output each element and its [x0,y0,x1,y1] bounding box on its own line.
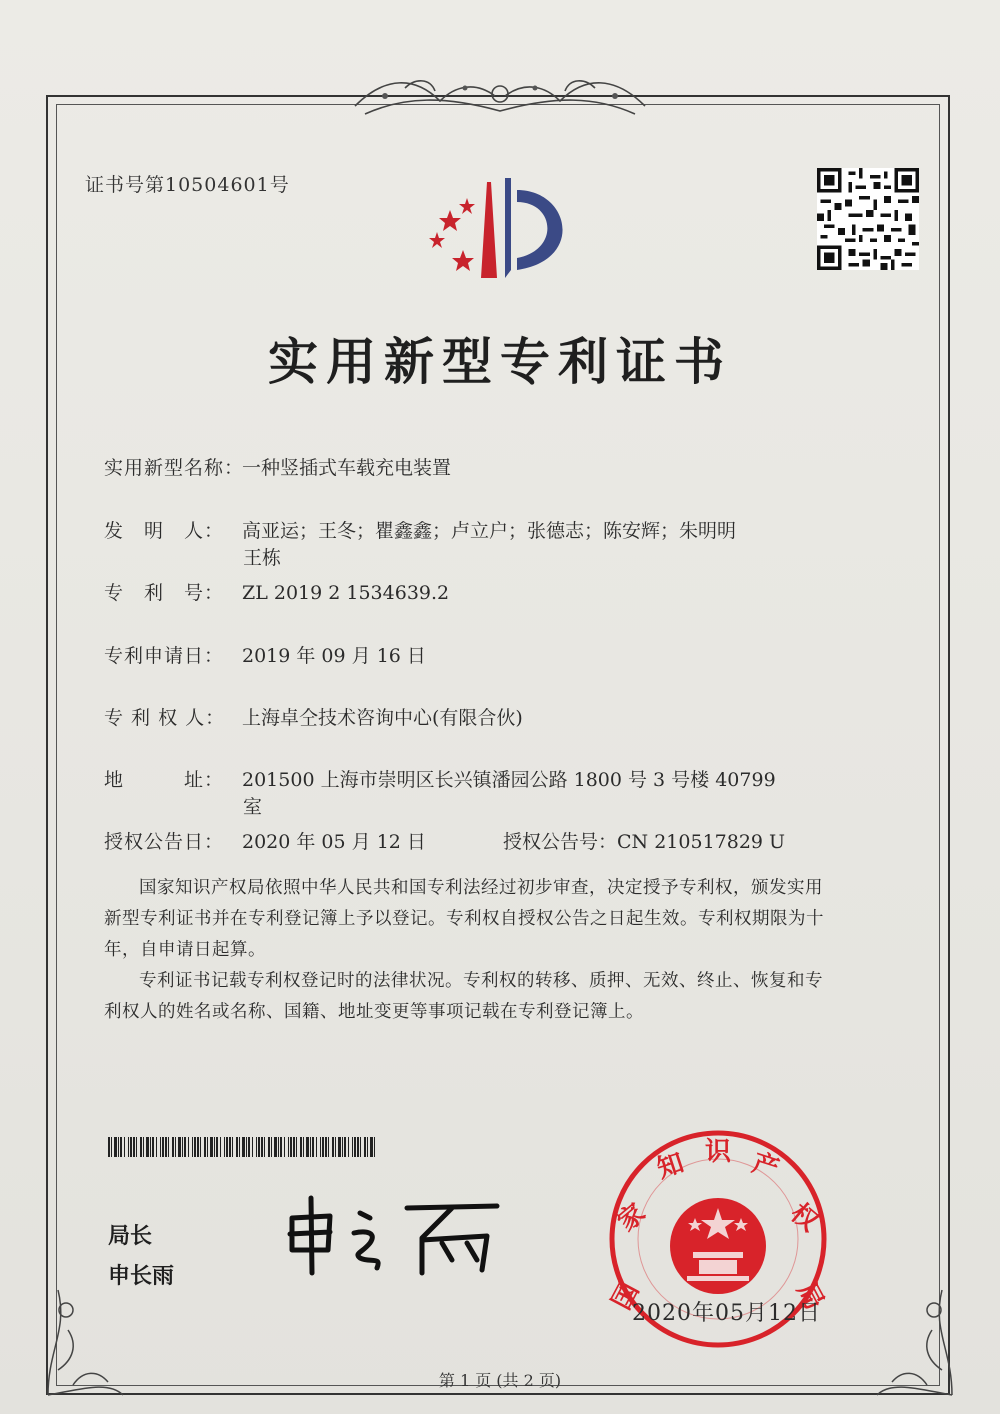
grant-date-row [104,827,426,854]
certificate-number: 证书号第10504601号 [85,174,290,196]
address-label: 地 址： [104,769,225,791]
patent-holder-value: 上海卓仝技术咨询中心(有限合伙) [242,707,523,729]
inventor-row [104,516,736,543]
application-date-value: 2019 年 09 月 16 日 [242,645,426,667]
director-title: 局长 [108,1224,153,1249]
certificate-title: 实用新型专利证书 [268,333,732,391]
grant-number-label: 授权公告号： [503,831,618,853]
seal-date: 2020年05月12日 [632,1301,821,1326]
grant-number-row [503,827,785,854]
svg-text:家: 家 [612,1198,652,1238]
address-value: 201500 上海市崇明区长兴镇潘园公路 1800 号 3 号楼 40799 [242,769,776,791]
address-row [104,765,776,792]
utility-model-name-row [104,453,451,480]
svg-text:识: 识 [704,1137,732,1167]
address-value-continued: 室 [243,796,263,818]
top-ornament [345,66,655,126]
inventor-value: 高亚运；王冬；瞿鑫鑫；卢立户；张德志；陈安辉；朱明明 [242,520,737,542]
paragraph-1-line-1: 国家知识产权局依照中华人民共和国专利法经过初步审查，决定授予专利权，颁发实用 [139,878,823,898]
svg-text:局: 局 [790,1277,829,1315]
application-date-label: 专利申请日： [104,645,225,667]
paragraph-2-line-2: 利权人的姓名或名称、国籍、地址变更等事项记载在专利登记簿上。 [104,1002,644,1022]
svg-text:产: 产 [748,1148,783,1185]
director-name: 申长雨 [108,1264,175,1289]
svg-text:权: 权 [784,1198,824,1238]
grant-date-value: 2020 年 05 月 12 日 [242,831,426,853]
cnipa-logo-icon [425,170,585,285]
application-date-row [104,641,426,668]
utility-model-name-value: 一种竖插式车载充电装置 [242,457,452,479]
patent-number-label: 专 利 号： [104,582,225,604]
patent-holder-row [104,703,523,730]
barcode-icon [108,1137,378,1157]
qr-code-icon [817,168,919,270]
patent-number-value: ZL 2019 2 1534639.2 [242,582,450,604]
patent-holder-label: 专 利 权 人： [104,707,226,729]
paragraph-2-line-1: 专利证书记载专利权登记时的法律状况。专利权的转移、质押、无效、终止、恢复和专 [139,971,823,991]
paragraph-1-line-2: 新型专利证书并在专利登记簿上予以登记。专利权自授权公告之日起生效。专利权期限为十 [104,909,824,929]
grant-number-value: CN 210517829 U [617,831,786,853]
utility-model-name-label: 实用新型名称： [104,457,245,479]
svg-text:知: 知 [653,1148,688,1185]
grant-date-label: 授权公告日： [104,831,225,853]
svg-text:国: 国 [607,1277,646,1315]
inventor-label: 发 明 人： [104,520,225,542]
page-number: 第 1 页 (共 2 页) [438,1371,562,1390]
director-signature [282,1188,512,1278]
inventor-value-continued: 王栋 [243,547,282,569]
paragraph-1-line-3: 年，自申请日起算。 [104,940,266,960]
statement-paragraph-1 [104,873,904,966]
statement-paragraph-2 [104,966,904,1028]
patent-number-row [104,578,449,605]
